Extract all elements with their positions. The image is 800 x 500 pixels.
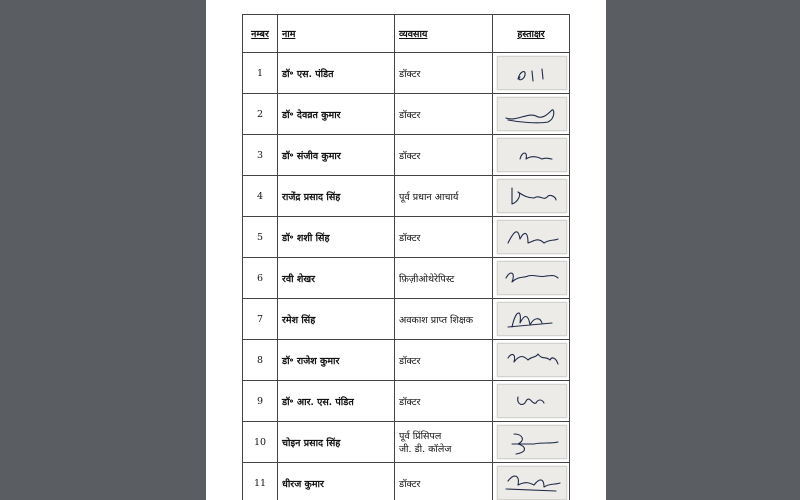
table-row: [243, 422, 570, 463]
row-name: डॉ॰ देवव्रत कुमार: [278, 94, 395, 135]
row-occupation: [395, 217, 493, 258]
signature-stroke: [542, 69, 543, 79]
signature-stroke: [506, 273, 558, 282]
handwritten-signature: [498, 139, 566, 171]
table-row: [243, 217, 570, 258]
handwritten-signature: [498, 426, 566, 458]
row-number: 7: [243, 299, 278, 340]
signature-image: [497, 138, 567, 172]
row-number: 6: [243, 258, 278, 299]
row-signature: [493, 176, 570, 217]
signature-image: [497, 466, 567, 500]
occupation-line: पूर्व प्रधान आचार्य: [399, 191, 459, 203]
row-signature: [493, 463, 570, 500]
table-row: [243, 258, 570, 299]
row-signature: [493, 217, 570, 258]
header-name: नाम: [278, 15, 395, 53]
header-signature: हस्ताक्षर: [493, 15, 570, 53]
signature-image: [497, 56, 567, 90]
row-signature: [493, 381, 570, 422]
row-signature: [493, 299, 570, 340]
row-number: 10: [243, 422, 278, 463]
occupation-line: डॉक्टर: [399, 68, 421, 80]
signature-image: [497, 343, 567, 377]
row-occupation: [395, 258, 493, 299]
table-row: [243, 299, 570, 340]
row-name: डॉ॰ संजीव कुमार: [278, 135, 395, 176]
row-name: डॉ॰ एस. पंडित: [278, 53, 395, 94]
occupation-line: फ़िज़ीओथेरेपिस्ट: [399, 273, 455, 285]
signature-image: [497, 261, 567, 295]
row-occupation: [395, 176, 493, 217]
row-occupation: [395, 463, 493, 500]
table-row: [243, 176, 570, 217]
occupation-line: डॉक्टर: [399, 150, 421, 162]
table-row: [243, 53, 570, 94]
handwritten-signature: [498, 344, 566, 376]
occupation-line: डॉक्टर: [399, 478, 421, 490]
occupation-line: डॉक्टर: [399, 396, 421, 408]
occupation-line: जी. डी. कॉलेज: [399, 444, 452, 455]
row-number: 3: [243, 135, 278, 176]
row-name: डॉ॰ आर. एस. पंडित: [278, 381, 395, 422]
occupation-line: अवकाश प्राप्त शिक्षक: [399, 314, 474, 326]
row-number: 1: [243, 53, 278, 94]
row-number: 4: [243, 176, 278, 217]
table-row: [243, 135, 570, 176]
row-signature: [493, 258, 570, 299]
signature-stroke: [508, 232, 558, 243]
signature-stroke: [512, 434, 558, 454]
row-occupation: [395, 135, 493, 176]
header-occupation: व्यवसाय: [395, 15, 493, 53]
row-occupation: [395, 381, 493, 422]
handwritten-signature: [498, 221, 566, 253]
table-row: [243, 463, 570, 500]
signature-stroke: [508, 313, 552, 327]
row-occupation: [395, 53, 493, 94]
signature-stroke: [512, 188, 556, 204]
row-name: धीरज कुमार: [278, 463, 395, 500]
row-signature: [493, 135, 570, 176]
signature-image: [497, 302, 567, 336]
row-name: राजेंद्र प्रसाद सिंह: [278, 176, 395, 217]
handwritten-signature: [498, 467, 566, 499]
signature-stroke: [518, 397, 544, 404]
row-number: 2: [243, 94, 278, 135]
row-signature: [493, 340, 570, 381]
signature-stroke: [518, 72, 525, 80]
document-page: [206, 0, 606, 500]
row-name: चोइन प्रसाद सिंह: [278, 422, 395, 463]
signature-stroke: [506, 476, 560, 491]
signature-image: [497, 179, 567, 213]
row-signature: [493, 94, 570, 135]
signature-stroke: [506, 110, 554, 123]
row-occupation: [395, 422, 493, 463]
handwritten-signature: [498, 262, 566, 294]
row-number: 8: [243, 340, 278, 381]
row-signature: [493, 422, 570, 463]
occupation-line: डॉक्टर: [399, 232, 421, 244]
signature-image: [497, 384, 567, 418]
signature-stroke: [532, 71, 533, 81]
handwritten-signature: [498, 57, 566, 89]
row-signature: [493, 53, 570, 94]
handwritten-signature: [498, 180, 566, 212]
signature-table: [242, 14, 570, 500]
row-number: 9: [243, 381, 278, 422]
handwritten-signature: [498, 385, 566, 417]
table-row: [243, 340, 570, 381]
row-name: डॉ॰ शशी सिंह: [278, 217, 395, 258]
occupation-line: डॉक्टर: [399, 109, 421, 121]
row-occupation: [395, 299, 493, 340]
row-name: रवी शेखर: [278, 258, 395, 299]
row-name: डॉ॰ राजेश कुमार: [278, 340, 395, 381]
table-header-row: [243, 15, 570, 53]
handwritten-signature: [498, 98, 566, 130]
handwritten-signature: [498, 303, 566, 335]
row-number: 11: [243, 463, 278, 500]
occupation-line: डॉक्टर: [399, 355, 421, 367]
signature-image: [497, 220, 567, 254]
table-row: [243, 381, 570, 422]
occupation-line: पूर्व प्रिंसिपल: [399, 431, 442, 442]
signature-image: [497, 97, 567, 131]
row-occupation: [395, 94, 493, 135]
row-name: रमेश सिंह: [278, 299, 395, 340]
table-row: [243, 94, 570, 135]
signature-image: [497, 425, 567, 459]
header-number: नम्बर: [243, 15, 278, 53]
row-occupation: [395, 340, 493, 381]
signature-stroke: [520, 153, 552, 159]
row-number: 5: [243, 217, 278, 258]
signature-stroke: [508, 354, 558, 364]
